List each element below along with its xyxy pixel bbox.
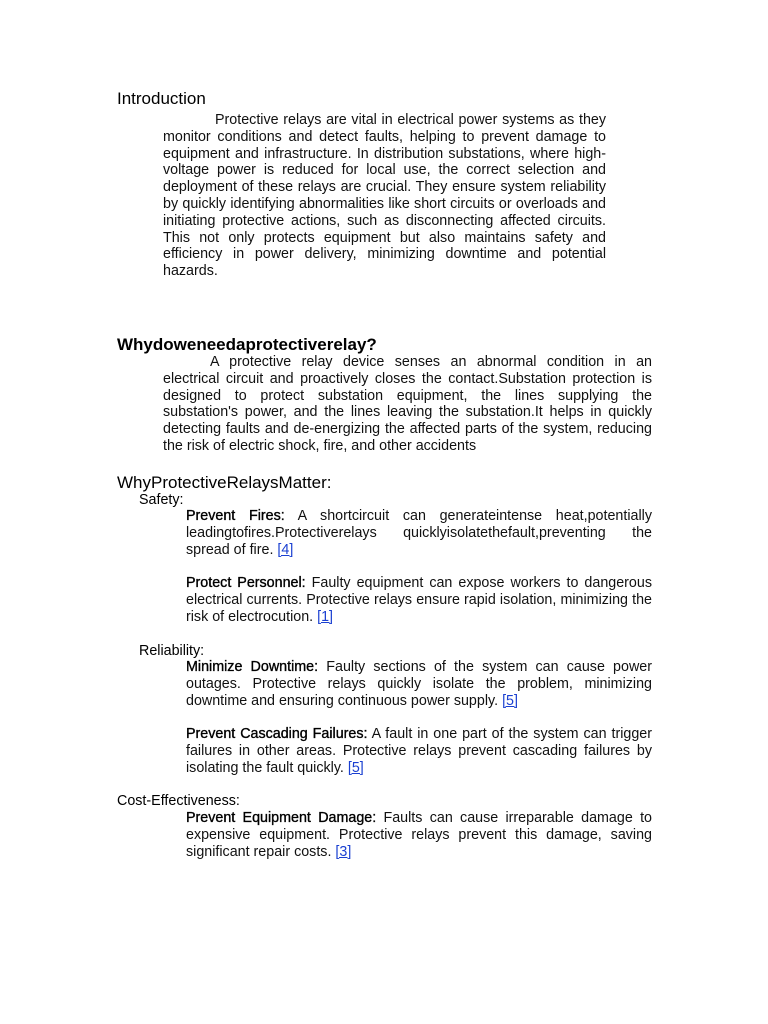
citation-link[interactable]: [4] (277, 541, 294, 558)
why-need-paragraph: A protective relay device senses an abnormal condition in an electrical circuit and proactively closes the contact.Substation protection is designed to protect substation equipment, the lines supplying the substation's power, and the lines leaving the substation.It helps in quickly detecting faults and de-energizing the affected parts of the system, reducing the risk of electric shock, fire, and other accidents (163, 354, 652, 454)
item-text: Faulty equipment can expose workers to dangerous electrical currents. Protective relays ensure rapid isolation, minimizing the risk of electrocution. (186, 575, 652, 625)
list-item (186, 810, 652, 860)
citation-link[interactable]: [3] (335, 843, 352, 860)
introduction-heading: Introduction (117, 89, 206, 108)
citation-link[interactable]: [5] (502, 692, 518, 709)
citation-link[interactable]: [1] (317, 608, 334, 625)
why-need-heading: Whydoweneedaprotectiverelay? (117, 335, 377, 354)
introduction-paragraph: Protective relays are vital in electrical power systems as they monitor conditions and detect faults, helping to prevent damage to equipment and infrastructure. In distribution substations, where high-voltage power is reduced for local use, the correct selection and deployment of these relays are crucial. They ensure system reliability by quickly identifying abnormalities like short circuits or overloads and initiating protective actions, such as disconnecting affected circuits. This not only protects equipment but also maintains safety and efficiency in power delivery, minimizing downtime and potential hazards. (163, 112, 606, 280)
safety-label: Safety: (139, 492, 184, 508)
list-item (186, 575, 652, 625)
item-text: Faults can cause irreparable damage to expensive equipment. Protective relays prevent this damage, saving significant repair costs. (186, 810, 652, 860)
list-item (186, 659, 652, 709)
item-text: A shortcircuit can generateintense heat,potentially leadingtofires.Protectiverelays quicklyisolatethefault,preventing the spread of fire. (186, 508, 652, 558)
citation-link[interactable]: [5] (347, 759, 364, 776)
why-matter-heading: WhyProtectiveRelaysMatter: (117, 473, 332, 492)
item-title: Prevent Equipment Damage: (186, 810, 377, 826)
reliability-label: Reliability: (139, 643, 205, 659)
item-title: Prevent Cascading Failures: (186, 726, 368, 742)
item-title: Prevent Fires: (186, 508, 285, 524)
cost-effectiveness-label: Cost-Effectiveness: (117, 793, 240, 809)
item-text: Faulty sections of the system can cause power outages. Protective relays quickly isolate the problem, minimizing downtime and ensuring continuous power supply. (186, 659, 652, 709)
list-item (186, 508, 652, 558)
item-title: Minimize Downtime: (186, 659, 319, 675)
item-title: Protect Personnel: (186, 575, 306, 591)
item-text: A fault in one part of the system can trigger failures in other areas. Protective relays prevent cascading failures by isolating the fault quickly. (186, 726, 652, 776)
list-item (186, 726, 652, 776)
